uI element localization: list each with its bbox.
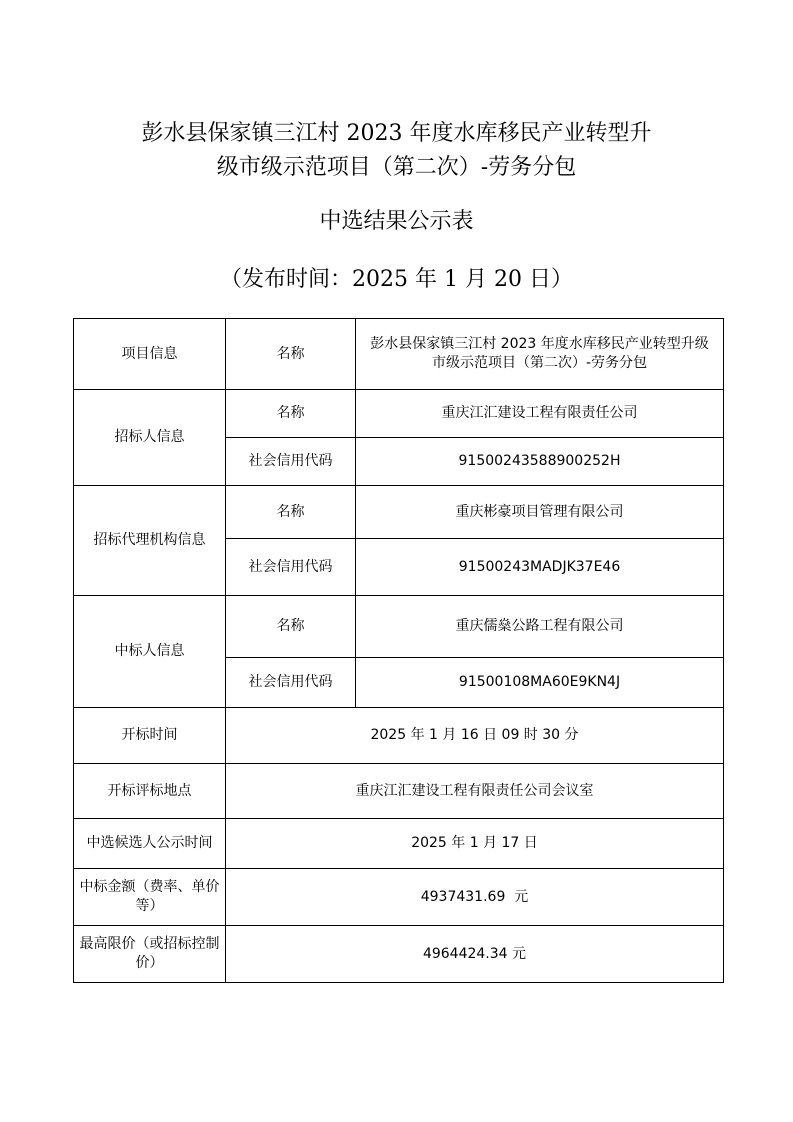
agency-code-label: 社会信用代码 (226, 539, 356, 596)
document-subtitle: 中选结果公示表 (319, 209, 474, 234)
project-info-label: 项目信息 (74, 319, 226, 390)
winner-code-label: 社会信用代码 (226, 658, 356, 708)
winner-label: 中标人信息 (74, 596, 226, 708)
max-price-value: 4964424.34 元 (226, 926, 724, 983)
table-row (74, 390, 724, 438)
table-row (74, 819, 724, 869)
tenderer-code-label: 社会信用代码 (226, 438, 356, 486)
publish-date: （发布时间：2025 年 1 月 20 日） (220, 267, 573, 292)
table-row (74, 926, 724, 983)
document-title-line-1: 彭水县保家镇三江村 2023 年度水库移民产业转型升 (141, 121, 652, 146)
table-row (74, 764, 724, 819)
agency-code-value: 91500243MADJK37E46 (356, 539, 724, 596)
winner-name-value: 重庆儒燊公路工程有限公司 (356, 596, 724, 658)
document-title-line-2: 级市级示范项目（第二次）-劳务分包 (216, 155, 577, 180)
winner-code-value: 91500108MA60E9KN4J (356, 658, 724, 708)
publicity-time-value: 2025 年 1 月 17 日 (226, 819, 724, 869)
project-name-label: 名称 (226, 319, 356, 390)
opening-time-label: 开标时间 (74, 708, 226, 764)
bid-amount-label: 中标金额（费率、单价等） (74, 869, 226, 926)
opening-place-value: 重庆江汇建设工程有限责任公司会议室 (226, 764, 724, 819)
project-name-value: 彭水县保家镇三江村 2023 年度水库移民产业转型升级市级示范项目（第二次）-劳务分包 (356, 319, 724, 390)
publicity-time-label: 中选候选人公示时间 (74, 819, 226, 869)
tenderer-label: 招标人信息 (74, 390, 226, 486)
opening-place-label: 开标评标地点 (74, 764, 226, 819)
agency-name-value: 重庆彬豪项目管理有限公司 (356, 486, 724, 539)
table-row (74, 486, 724, 539)
table-row (74, 708, 724, 764)
table-row (74, 319, 724, 390)
opening-time-value: 2025 年 1 月 16 日 09 时 30 分 (226, 708, 724, 764)
agency-label: 招标代理机构信息 (74, 486, 226, 596)
agency-name-label: 名称 (226, 486, 356, 539)
table-row (74, 869, 724, 926)
bid-amount-value: 4937431.69 元 (226, 869, 724, 926)
tenderer-name-label: 名称 (226, 390, 356, 438)
tenderer-name-value: 重庆江汇建设工程有限责任公司 (356, 390, 724, 438)
winner-name-label: 名称 (226, 596, 356, 658)
table-row (74, 596, 724, 658)
result-table (73, 318, 724, 983)
tenderer-code-value: 91500243588900252H (356, 438, 724, 486)
max-price-label: 最高限价（或招标控制价） (74, 926, 226, 983)
